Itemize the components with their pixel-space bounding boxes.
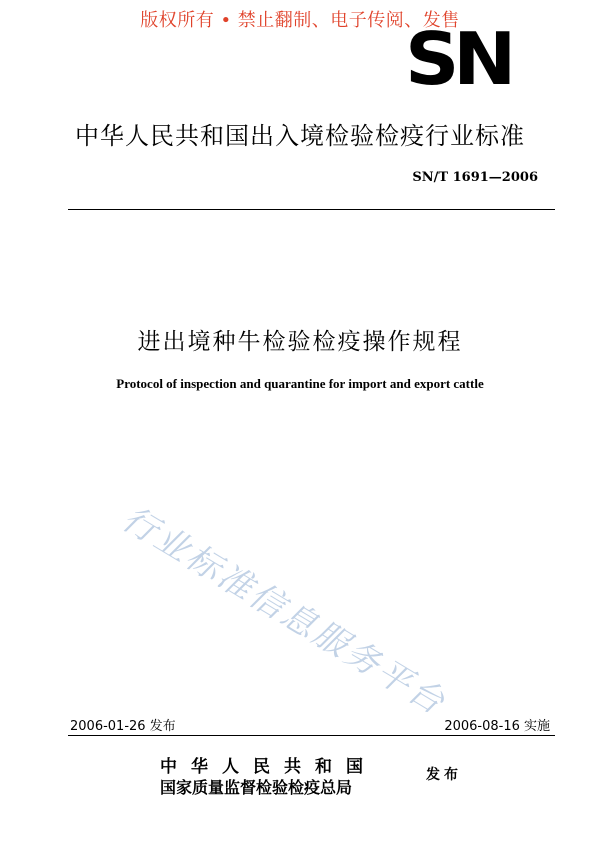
document-title-en: Protocol of inspection and quarantine for import and export cattle	[116, 376, 484, 391]
copyright-notice: 版权所有 • 禁止翻制、电子传阅、发售	[140, 10, 460, 31]
document-title-cn: 进出境种牛检验检疫操作规程	[137, 329, 463, 355]
standard-category-title: 中华人民共和国出入境检验检疫行业标准	[75, 122, 525, 150]
publisher-agency: 国家质量监督检验检疫总局	[160, 778, 353, 797]
issue-date: 2006-01-26 发布	[70, 719, 176, 734]
publish-label: 发布	[426, 767, 462, 783]
bottom-divider	[68, 735, 555, 736]
sn-logo: SN	[405, 17, 511, 101]
publisher-country: 中华人民共和国	[160, 757, 377, 777]
top-divider	[68, 209, 555, 210]
watermark: 行业标准信息服务平台	[115, 498, 454, 724]
standard-number: SN/T 1691—2006	[412, 170, 538, 185]
implementation-date: 2006-08-16 实施	[444, 719, 550, 734]
